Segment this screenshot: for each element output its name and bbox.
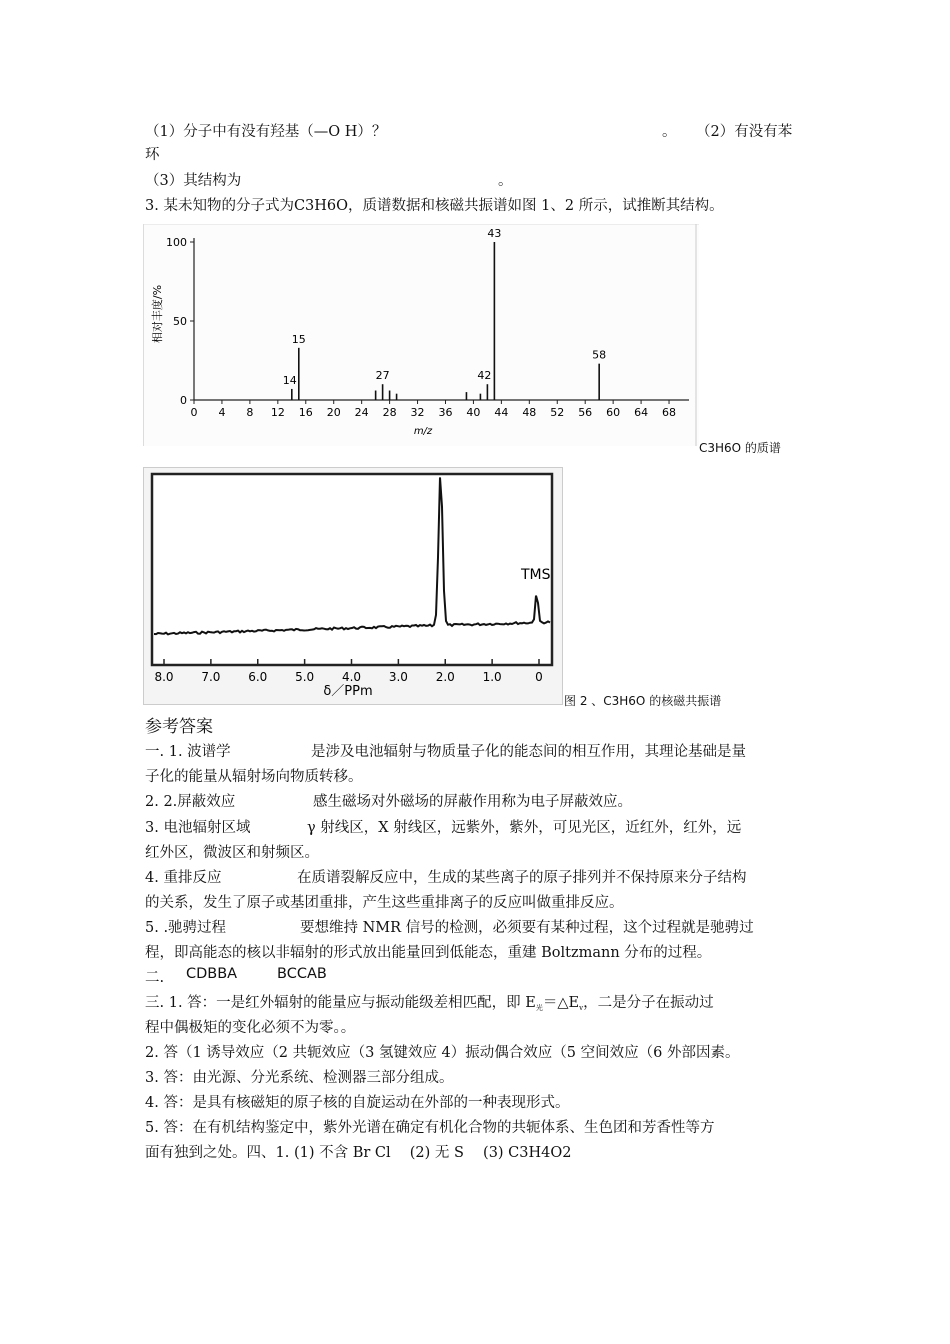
ms-x-tick-label: 20 <box>326 406 341 419</box>
section-2-answers-b: BCCAB <box>277 966 327 982</box>
ms-x-tick-label: 4 <box>218 406 226 419</box>
section-3-answer-1-cont: 程中偶极矩的变化必须不为零。。 <box>145 1020 356 1036</box>
nmr-x-tick-label: 6.0 <box>248 670 268 684</box>
ms-peak-label: 43 <box>487 227 502 240</box>
nmr-x-tick-label: 1.0 <box>482 670 502 684</box>
nmr-caption: 图 2 、C3H6O 的核磁共振谱 <box>564 694 722 708</box>
answer-5-def-cont: 程，即高能态的核以非辐射的形式放出能量回到低能态，重建 Boltzmann 分布的过程。 <box>145 945 712 961</box>
section-3-answer-3: 3. 答：由光源、分光系统、检测器三部分组成。 <box>145 1070 454 1086</box>
ms-x-tick-label: 0 <box>190 406 198 419</box>
ms-peak-label: 58 <box>592 348 607 362</box>
section-2-label: 二. <box>145 970 165 986</box>
mass-spectrum-chart <box>143 224 699 446</box>
nmr-x-tick-label: 7.0 <box>201 670 221 684</box>
subscript-v: v <box>579 1004 584 1012</box>
nmr-x-axis-label: δ／PPm <box>323 684 373 699</box>
question-2: （2）有没有苯 <box>696 124 793 140</box>
question-3: （3）其结构为 <box>145 173 242 189</box>
question-1-end: 。 <box>662 124 677 140</box>
ms-x-tick-label: 8 <box>246 406 254 419</box>
answer-5-def: 要想维持 NMR 信号的检测，必须要有某种过程，这个过程就是驰骋过 <box>300 920 754 936</box>
nmr-x-tick-label: 4.0 <box>341 670 362 684</box>
ms-x-tick-label: 52 <box>550 406 565 419</box>
ms-x-tick-label: 24 <box>354 406 369 419</box>
section-3-answer-5: 5. 答：在有机结构鉴定中，紫外光谱在确定有机化合物的共轭体系、生色团和芳香性等方 <box>145 1120 715 1136</box>
nmr-x-tick-label: 8.0 <box>154 670 174 684</box>
section-3-answer-1 <box>145 991 714 1013</box>
ms-caption: C3H6O 的质谱 <box>699 441 781 455</box>
section-3-answer-2: 2. 答（1 诱导效应（2 共轭效应（3 氢键效应 4）振动偶合效应（5 空间效应（6 外部因素。 <box>145 1045 740 1061</box>
nmr-spectrum-chart <box>143 467 563 705</box>
nmr-x-tick-label: 3.0 <box>388 670 408 684</box>
question-1: （1）分子中有没有羟基（—O H）？ <box>145 124 387 140</box>
ms-peak-label: 14 <box>282 373 297 387</box>
nmr-x-tick-label: 5.0 <box>295 670 315 684</box>
ms-x-axis-label: m/z <box>413 426 433 437</box>
section-3-answer-4: 4. 答：是具有核磁矩的原子核的自旋运动在外部的一种表现形式。 <box>145 1095 570 1111</box>
answer-4-def-cont: 的关系，发生了原子或基团重排，产生这些重排离子的反应叫做重排反应。 <box>145 895 624 911</box>
answer-1-def-cont: 子化的能量从辐射场向物质转移。 <box>145 769 363 785</box>
nmr-x-tick-label: 2.0 <box>435 670 455 684</box>
answer-3-def-cont: 红外区，微波区和射频区。 <box>145 845 319 861</box>
ms-x-tick-label: 16 <box>298 406 313 419</box>
ms-y-tick-label: 100 <box>166 236 187 249</box>
ms-x-tick-label: 56 <box>578 406 593 419</box>
answer-3-term: 3. 电池辐射区域 <box>145 820 251 836</box>
subscript-guang: 光 <box>535 1004 543 1012</box>
ms-x-tick-label: 12 <box>270 406 285 419</box>
ms-x-tick-label: 32 <box>410 406 425 419</box>
ms-x-tick-label: 64 <box>634 406 649 419</box>
ms-x-tick-label: 40 <box>466 406 481 419</box>
ms-y-axis-label: 相对丰度/% <box>151 284 164 344</box>
ms-x-tick-label: 44 <box>494 406 509 419</box>
ms-x-tick-label: 36 <box>438 406 453 419</box>
section-3-answer-5-cont: 面有独到之处。四、1. (1) 不含 Br Cl (2) 无 S (3) C3H4O2 <box>145 1145 572 1161</box>
answer-2-def: 感生磁场对外磁场的屏蔽作用称为电子屏蔽效应。 <box>313 794 632 810</box>
answer-3-def: γ 射线区，X 射线区，远紫外，紫外，可见光区，近红外，红外，远 <box>307 820 742 836</box>
ms-peak-label: 42 <box>477 369 492 383</box>
tms-annotation: TMS <box>521 567 551 583</box>
answer-4-def: 在质谱裂解反应中，生成的某些离子的原子排列并不保持原来分子结构 <box>297 870 747 886</box>
question-3-end: 。 <box>498 173 513 189</box>
answer-2-term: 2. 2.屏蔽效应 <box>145 794 236 810</box>
section-3-answer-1-rest: ，二是分子在振动过 <box>583 995 714 1011</box>
ms-x-tick-label: 68 <box>662 406 677 419</box>
ms-y-tick-label: 0 <box>180 394 187 407</box>
ms-peak-label: 27 <box>375 369 390 383</box>
ms-x-tick-label: 28 <box>382 406 397 419</box>
section-3-answer-1-text: 三. 1. 答：一是红外辐射的能量应与振动能级差相匹配，即 E <box>145 995 536 1011</box>
answer-4-term: 4. 重排反应 <box>145 870 222 886</box>
question-2-cont: 环 <box>145 147 160 163</box>
ms-x-tick-label: 48 <box>522 406 537 419</box>
answer-5-term: 5. .驰骋过程 <box>145 920 227 936</box>
answers-heading: 参考答案 <box>145 717 213 737</box>
answer-1-term: 一. 1. 波谱学 <box>145 744 231 760</box>
answer-1-def: 是涉及电池辐射与物质量子化的能态间的相互作用，其理论基础是量 <box>311 744 746 760</box>
ms-x-tick-label: 60 <box>606 406 621 419</box>
section-3-answer-1-eq: ＝△E <box>542 995 580 1011</box>
ms-peak-label: 15 <box>291 332 306 346</box>
ms-y-tick-label: 50 <box>173 315 187 328</box>
nmr-x-tick-label: 0 <box>535 670 543 684</box>
question-4: 3. 某未知物的分子式为C3H6O，质谱数据和核磁共振谱如图 1、2 所示，试推断其结构。 <box>145 198 724 214</box>
section-2-answers-a: CDBBA <box>186 966 238 982</box>
